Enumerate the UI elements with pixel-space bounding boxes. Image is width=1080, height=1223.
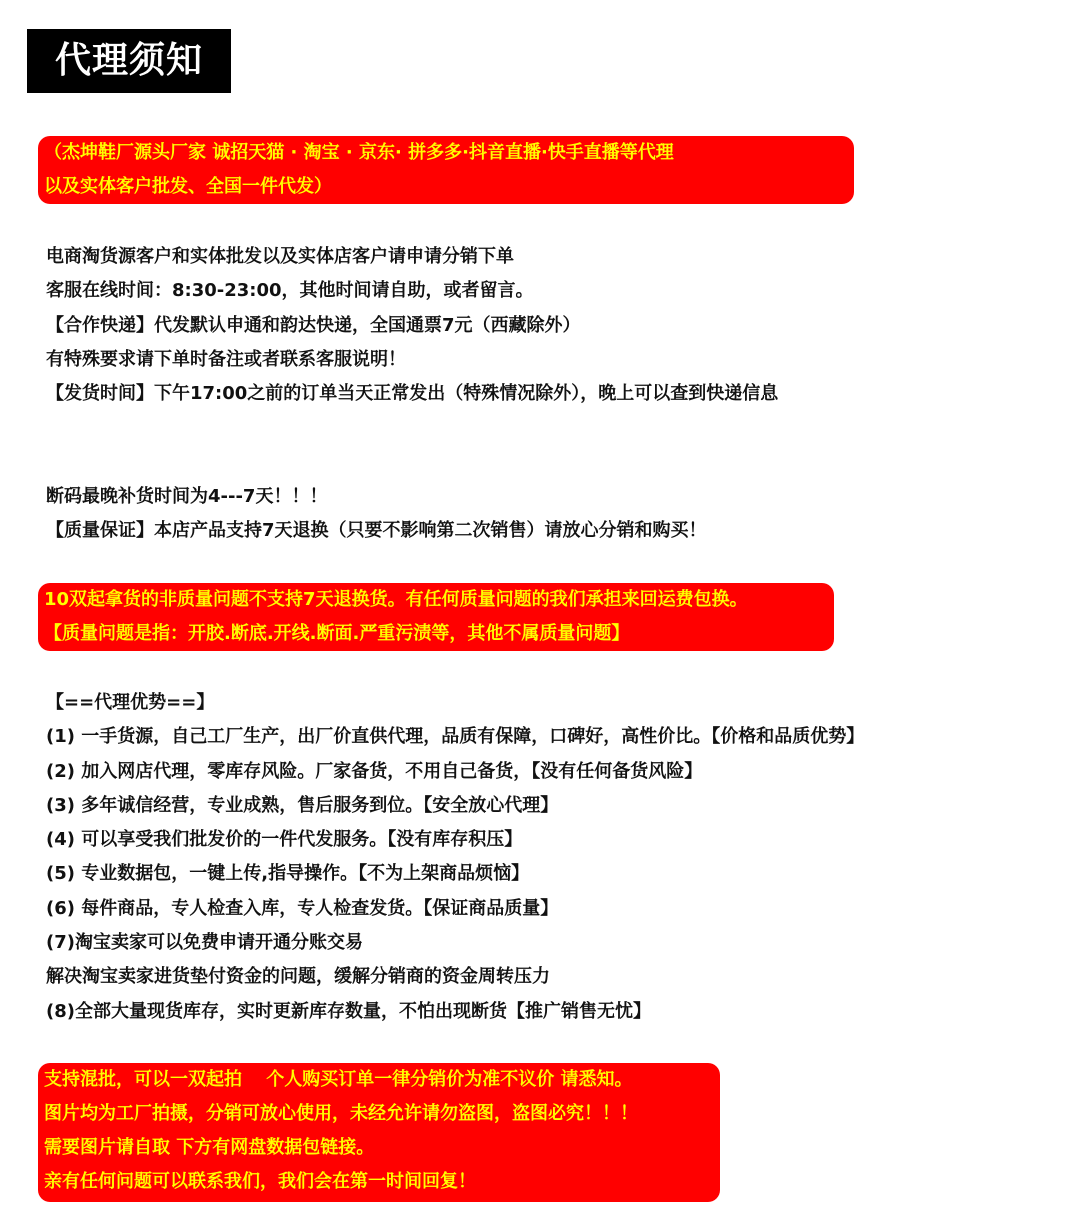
notice-line: 【质量问题是指：开胶.断底.开线.断面.严重污渍等，其他不属质量问题】 [44,623,630,644]
advantages-heading: 【==代理优势==】 [46,692,215,713]
advantage-item: (1) 一手货源，自己工厂生产，出厂价直供代理，品质有保障，口碑好，高性价比。【价格和品质优势】 [46,726,865,748]
advantage-item: (4) 可以享受我们批发价的一件代发服务。【没有库存积压】 [46,829,523,851]
info-line: 客服在线时间：8:30-23:00，其他时间请自助，或者留言。 [46,280,534,302]
notice-line: 10双起拿货的非质量问题不支持7天退换货。有任何质量问题的我们承担来回运费包换。 [44,589,748,610]
notice-banner-quality [38,583,834,651]
agent-advantages [46,686,864,1029]
advantage-item: (3) 多年诚信经营，专业成熟，售后服务到位。【安全放心代理】 [46,794,559,816]
notice-line: 亲有任何问题可以联系我们，我们会在第一时间回复！ [44,1171,476,1192]
notice-line: 需要图片请自取 下方有网盘数据包链接。 [44,1137,375,1158]
advantage-item: (7)淘宝卖家可以免费申请开通分账交易 [46,932,363,954]
page-title: 代理须知 [27,29,231,93]
advantage-item: 解决淘宝卖家进货垫付资金的问题，缓解分销商的资金周转压力 [46,966,550,988]
service-info [46,240,778,411]
info-line: 【合作快递】代发默认申通和韵达快递，全国通票7元（西藏除外） [46,314,581,336]
notice-banner-recruit [38,136,854,204]
advantage-item: (2) 加入网店代理，零库存风险。厂家备货，不用自己备货，【没有任何备货风险】 [46,760,703,782]
info-line: 断码最晚补货时间为4---7天！！！ [46,486,328,507]
advantage-item: (6) 每件商品，专人检查入库，专人检查发货。【保证商品质量】 [46,897,559,919]
restock-quality-info [46,480,707,549]
advantage-item: (5) 专业数据包，一键上传,指导操作。【不为上架商品烦恼】 [46,863,530,885]
info-line: 【发货时间】下午17:00之前的订单当天正常发出（特殊情况除外），晚上可以查到快递信息 [46,383,779,405]
notice-line: （杰坤鞋厂源头厂家 诚招天猫 · 淘宝 · 京东· 拼多多·抖音直播·快手直播等代理 [44,142,674,163]
info-line: 有特殊要求请下单时备注或者联系客服说明！ [46,348,406,370]
advantage-item: (8)全部大量现货库存，实时更新库存数量，不怕出现断货【推广销售无忧】 [46,1000,651,1022]
info-line: 【质量保证】本店产品支持7天退换（只要不影响第二次销售）请放心分销和购买！ [46,520,707,542]
notice-line: 以及实体客户批发、全国一件代发） [44,176,332,197]
notice-banner-mixed-batch [38,1063,720,1202]
info-line: 电商淘货源客户和实体批发以及实体店客户请申请分销下单 [46,246,514,267]
notice-line: 图片均为工厂拍摄，分销可放心使用，未经允许请勿盗图，盗图必究！！！ [44,1103,638,1124]
notice-line: 支持混批，可以一双起拍 个人购买订单一律分销价为准不议价 请悉知。 [44,1069,633,1090]
